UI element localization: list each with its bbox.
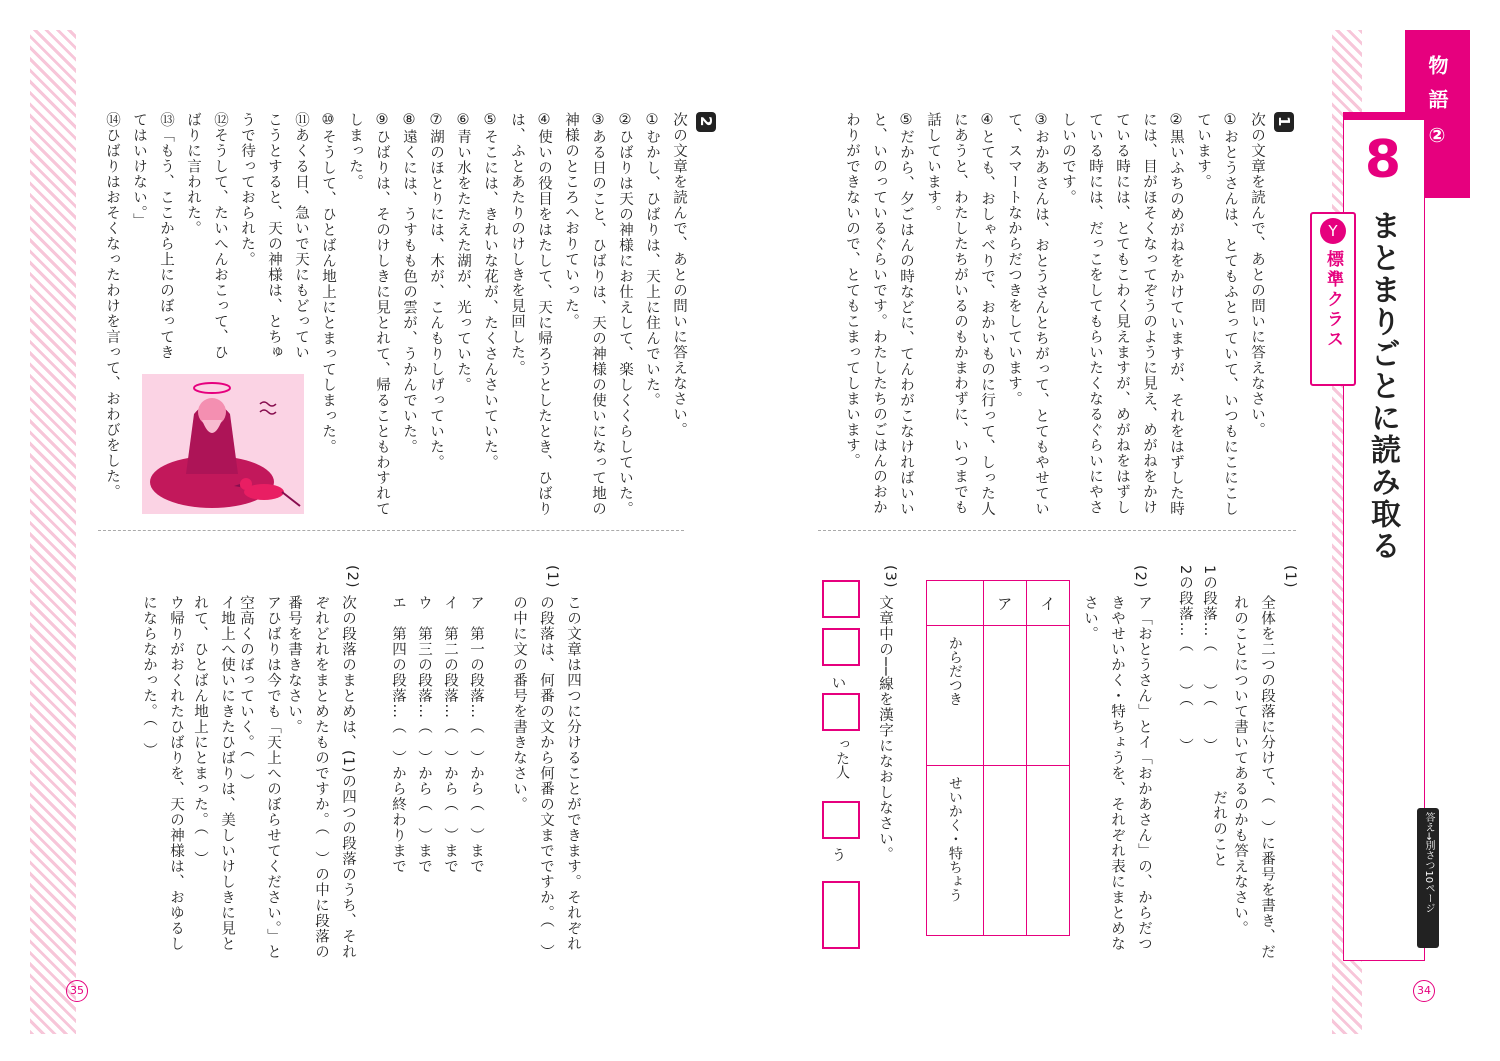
q2-paragraph: ①むかし、ひばりは、天上に住んでいた。 [644,112,660,408]
table-cell[interactable] [983,626,1026,766]
q2-sub2-item: アひばりは今でも「天上へのぼらせてください。」と空高くのぼっていく。（ ） [238,595,281,960]
q1-paragraph: ①おとうさんは、とてもふとっていて、いつもにこにこしています。 [1195,112,1238,517]
category-label: 物語② [1425,55,1449,161]
kanji-answer-box[interactable] [822,580,860,618]
q2-paragraph: ⑤そこには、きれいな花が、たくさんさいていた。 [482,112,498,470]
kanji-answer-box[interactable] [822,693,860,731]
q2-paragraph: ⑥青い水をたたえた湖が、光っていた。 [455,112,471,393]
section-divider [98,530,684,531]
q2-sub2-item: イ地上へ使いにきたひばりは、美しいけしきに見とれて、ひとばん地上にとまった。（ ） [192,595,235,952]
q2-sub1-text: この文章は四つに分けることができます。それぞれの段落は、何番の文から何番の文までですか。（ ）の中に文の番号を書きなさい。 [511,595,581,960]
kanji-answer-box[interactable] [822,628,860,666]
god-and-lark-illustration [142,374,304,514]
q1-sub1-item: 2の段落…（ ）（ ） [1177,565,1193,754]
kanji-answer-box[interactable] [822,881,860,949]
q2-paragraph: ⑫そうして、たいへんおこって、ひばりに言われた。 [185,112,228,360]
q2-sub1-number: (1) [544,565,560,589]
q2-paragraph: ③ある日のこと、ひばりは、天の神様の使いになって地の神様のところへおりていった。 [563,112,606,517]
kanji-blank-column: い った人 う [822,565,862,955]
q2-paragraph: ⑦湖のほとりには、木が、こんもりしげっていた。 [428,112,444,470]
q2-paragraph: ⑭ひばりはおそくなったわけを言って、おわびをした。 [104,112,120,500]
table-col-header: せいかく・特ちょう [927,766,984,936]
q2-paragraph: ⑩そうして、ひとばん地上にとまってしまった。 [320,112,336,455]
table-header-cell [927,581,984,626]
q1-passage [838,112,1297,522]
q1-sub3-number: (3) [882,565,898,589]
table-col-header: からだつき [927,626,984,766]
q2-sub2-item: ウ帰りがおくれたひばりを、天の神様は、おゆるしにならなかった。（ ） [141,595,184,952]
section-divider [818,530,1296,531]
answer-tab-label: 答え→別さつ10ページ [1423,812,1434,914]
sprout-icon: Y [1320,218,1346,244]
level-badge [1310,212,1356,386]
table-cell[interactable] [1026,766,1069,936]
table-cell[interactable] [1026,626,1069,766]
q1-sub2-number: (2) [1132,565,1148,589]
q1-sub3-text: 文章中の──線を漢字になおしなさい。 [877,595,893,863]
q2-paragraph: ⑧遠くには、うすもも色の雲が、うかんでいた。 [401,112,417,455]
q2-paragraph: ⑬「もう、ここから上にのぼってきてはいけない。」 [131,112,174,360]
q1-sub2-text: ア「おとうさん」とイ「おかあさん」の、からだつきやせいかく・特ちょうを、それぞれ表にまとめなさい。 [1082,595,1152,952]
q2-sub1-item: ア 第一の段落…（ ）から（ ）まで [468,595,484,874]
q1-sub1-who: だれのこと [1211,790,1227,868]
q2-sub2-text: 次の段落のまとめは、(1)の四つの段落のうち、それぞれどれをまとめたものですか。（ ）の中に段落の番号を書きなさい。 [286,595,356,960]
q2-paragraph: ②ひばりは天の神様にお仕えして、楽しくくらしていた。 [617,112,633,517]
q1-sub1-number: (1) [1282,565,1298,589]
q1-number: 1 [1274,112,1294,132]
q2-number: 2 [696,112,716,132]
chapter-number: 8 [1364,130,1402,190]
left-margin-stripe [30,30,76,1034]
q1-paragraph: ⑤だから、夕ごはんの時などに、てんわがこなければいいと、いのっているぐらいです。わたしたちのごはんのおかわりができないので、とてもこまってしまいます。 [844,112,914,517]
q2-sub1-item: エ 第四の段落…（ ）から終わりまで [390,595,406,874]
q2-sub1-item: イ 第二の段落…（ ）から（ ）まで [442,595,458,874]
q1-paragraph: ②黒いふちのめがねをかけていますが、それをはずした時には、目がほそくなってぞうのように見え、めがねをかけている時には、とてもこわく見えますが、めがねをはずしている時には、だっこをしてもらいたくなるぐらいにやさしいのです。 [1060,112,1184,517]
page-number-left: 35 [66,980,88,1002]
q1-paragraph: ④とても、おしゃべりで、おかいものに行って、しった人にあうと、わたしたちがいるのもかまわずに、いつまでも話しています。 [925,112,995,517]
q2-paragraph: ④使いの役目をはたして、天に帰ろうとしたとき、ひばりは、ふとあたりのけしきを見回した。 [509,112,552,517]
q1-paragraph: ③おかあさんは、おとうさんとちがって、とてもやせていて、スマートなからだつきをしています。 [1006,112,1049,517]
answer-tab [1417,808,1439,948]
q2-instruction: 次の文章を読んで、あとの問いに答えなさい。 [671,112,687,438]
q1-answer-table [926,580,1070,936]
table-row-label-i: イ [1026,581,1069,626]
q2-paragraph: ⑪あくる日、急いで天にもどっていこうとすると、天の神様は、とちゅうで待っておられた。 [239,112,309,360]
page-number-right: 34 [1413,980,1435,1002]
chapter-title: まとまりごとに読み取る [1365,210,1400,562]
q2-sub2-number: (2) [344,565,360,589]
q1-sub1-text: 全体を二つの段落に分けて、（ ）に番号を書き、だれのことについて書いてあるのかも答えなさい。 [1232,595,1275,960]
table-row-label-a: ア [983,581,1026,626]
q2-sub1-item: ウ 第三の段落…（ ）から（ ）まで [416,595,432,874]
kanji-answer-box[interactable] [822,801,860,839]
level-label: 標準クラス [1323,250,1343,350]
q2-paragraph: ⑨ひばりは、そのけしきに見とれて、帰ることもわすれてしまった。 [347,112,390,517]
table-cell[interactable] [983,766,1026,936]
q1-instruction: 次の文章を読んで、あとの問いに答えなさい。 [1249,112,1265,438]
q1-sub1-item: 1の段落…（ ）（ ） [1201,565,1217,754]
